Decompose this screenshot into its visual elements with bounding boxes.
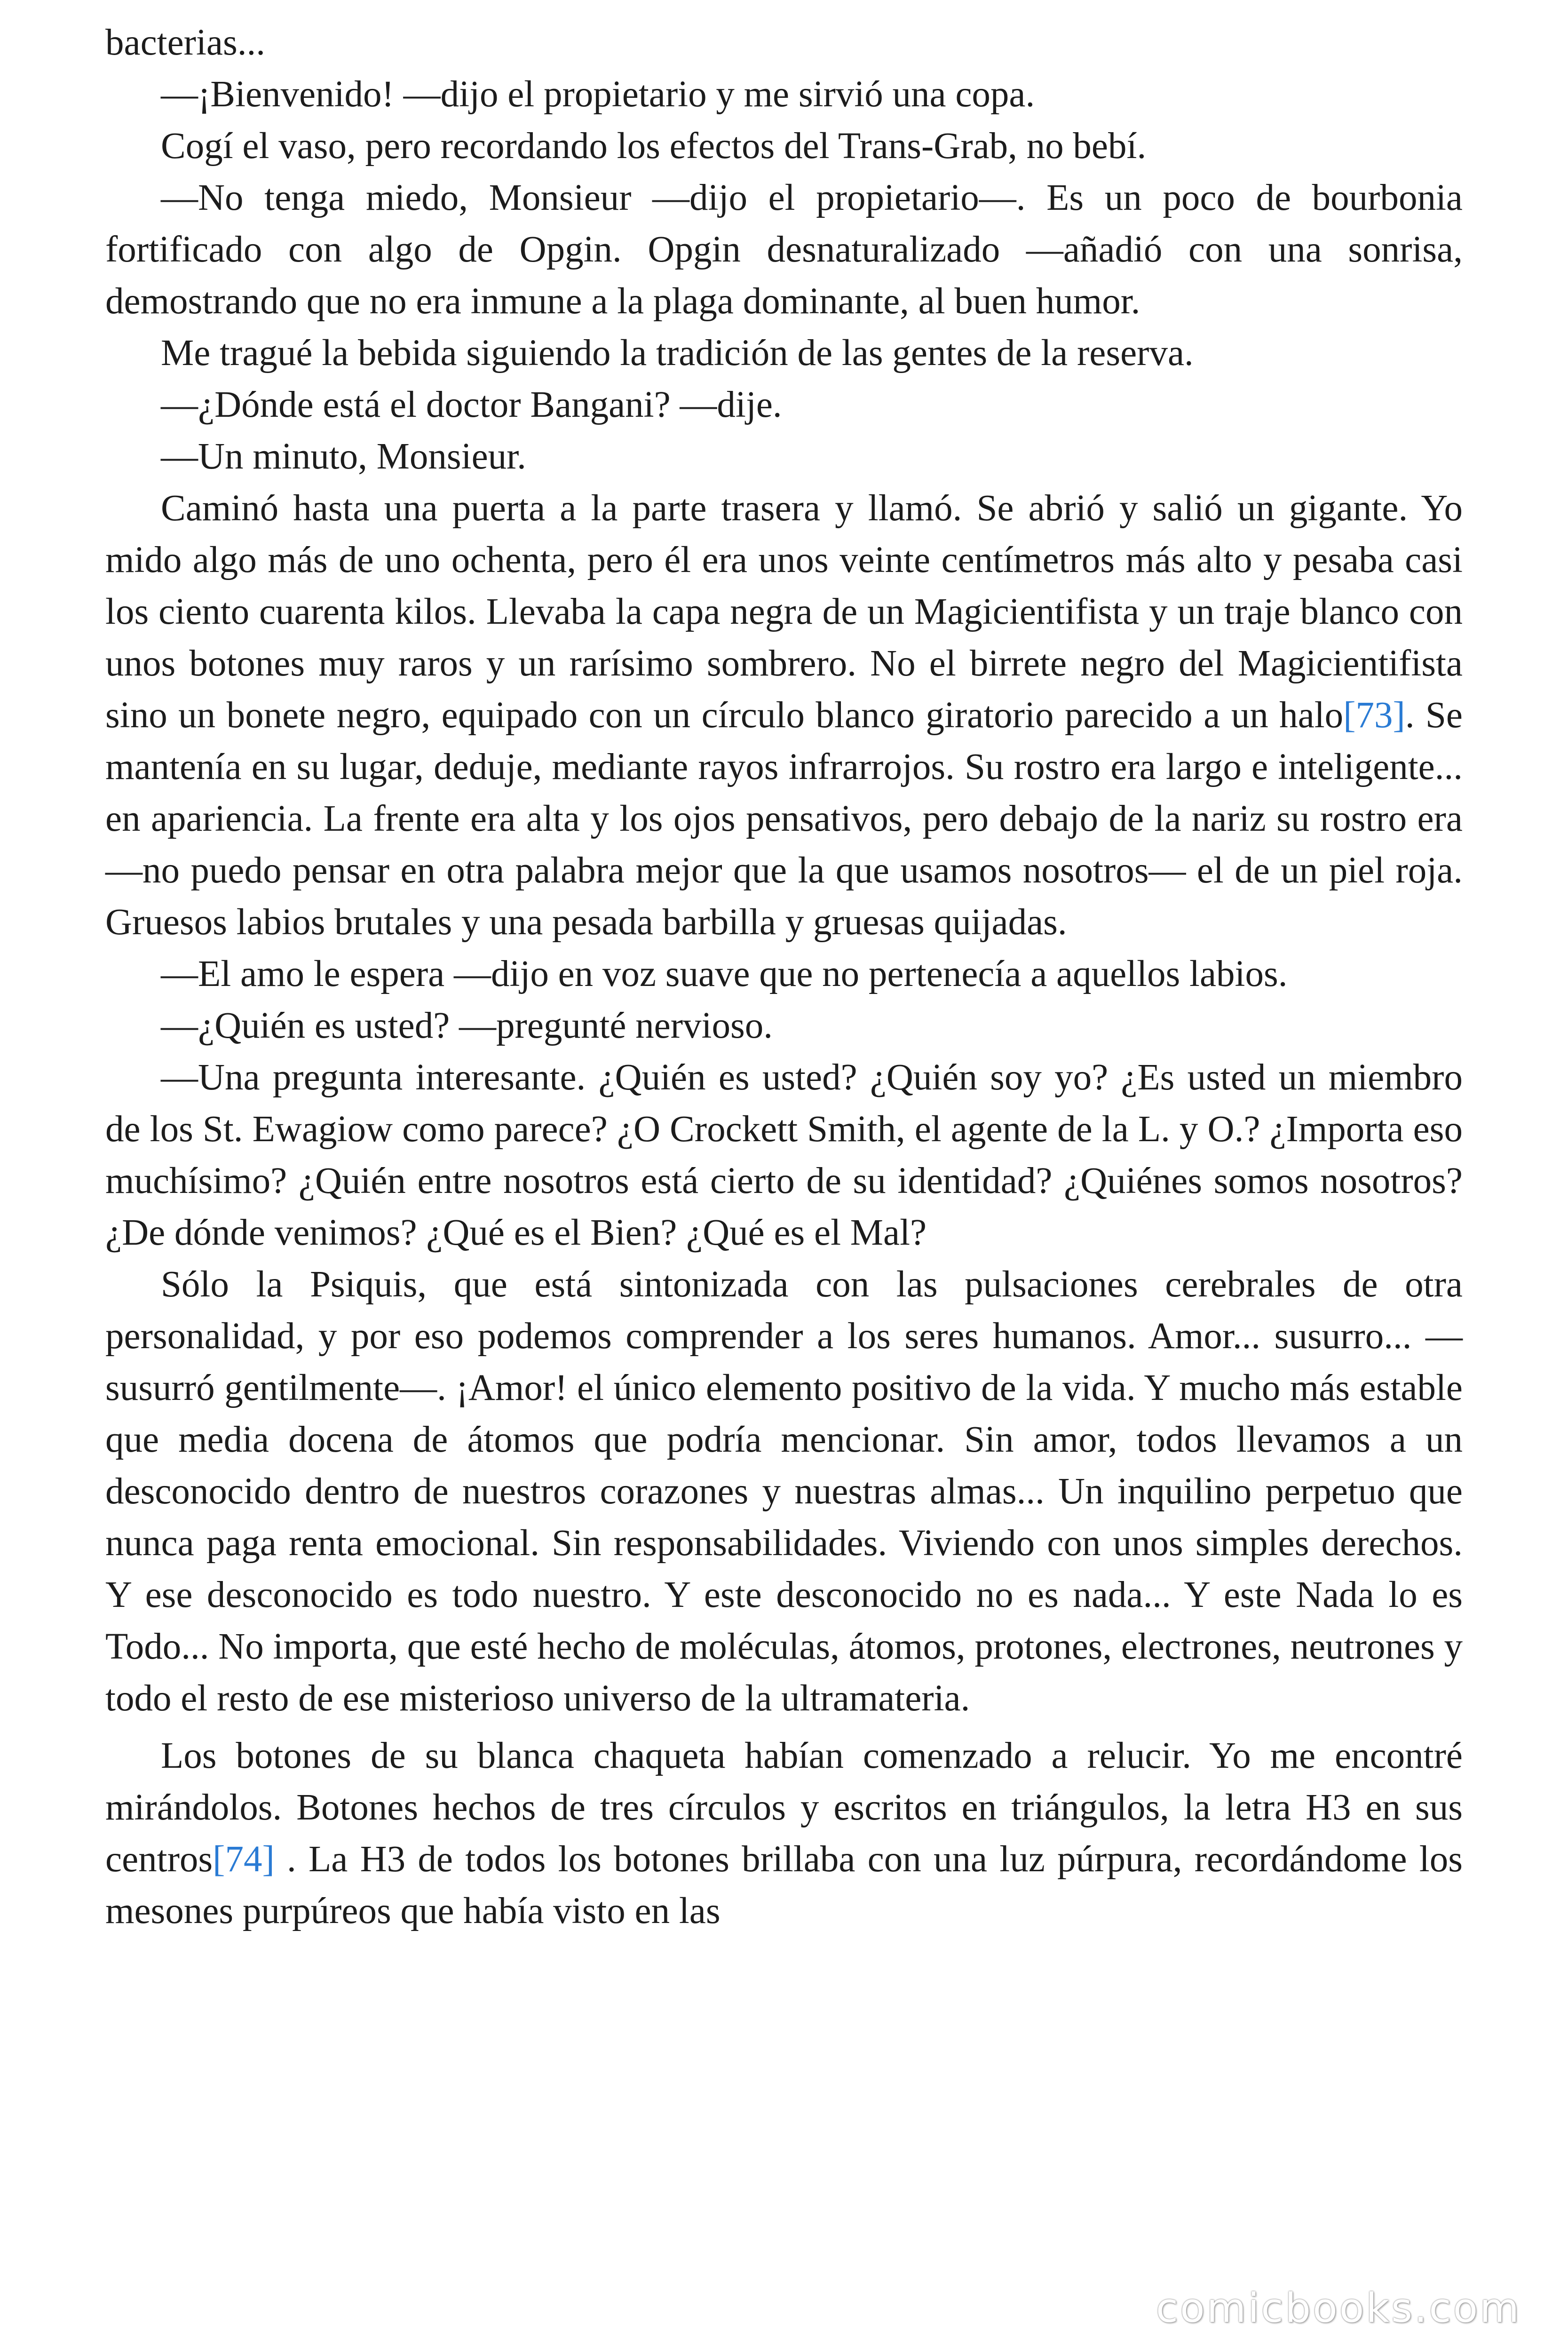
paragraph (105, 327, 1463, 379)
paragraph-text: —Una pregunta interesante. ¿Quién es usted? ¿Quién soy yo? ¿Es usted un miembro de los St. Ewagiow como parece? ¿O Crockett Smith, el agente de la L. y O.? ¿Importa eso muchísimo? ¿Quién entre nosotros está cierto de su identidad? ¿Quiénes somos nosotros? ¿De dónde venimos? ¿Qué es el Bien? ¿Qué es el Mal? (105, 1057, 1463, 1253)
text-flow (105, 17, 1463, 1937)
paragraph (105, 1000, 1463, 1052)
paragraph (105, 379, 1463, 431)
paragraph-text: bacterias... (105, 22, 265, 63)
paragraph-text: Los botones de su blanca chaqueta habían comenzado a relucir. Yo me encontré mirándolos. Botones hechos de tres círculos y escritos en triángulos, la letra H3 en sus centros (105, 1735, 1463, 1880)
footnote-link[interactable]: [74] (213, 1839, 275, 1880)
paragraph (105, 172, 1463, 327)
paragraph-text: —¿Dónde está el doctor Bangani? —dije. (161, 384, 782, 425)
watermark: comicbooks.com (1156, 2285, 1521, 2332)
page-body (105, 17, 1463, 1937)
paragraph-text: —El amo le espera —dijo en voz suave que no pertenecía a aquellos labios. (161, 954, 1288, 994)
paragraph-text: Me tragué la bebida siguiendo la tradición de las gentes de la reserva. (161, 333, 1194, 373)
paragraph (105, 1730, 1463, 1937)
paragraph-text: —Un minuto, Monsieur. (161, 436, 526, 477)
paragraph (105, 431, 1463, 483)
paragraph-text: —¡Bienvenido! —dijo el propietario y me sirvió una copa. (161, 74, 1035, 115)
paragraph-text: Caminó hasta una puerta a la parte trasera y llamó. Se abrió y salió un gigante. Yo mido algo más de uno ochenta, pero él era unos veinte centímetros más alto y pesaba casi los ciento cuarenta kilos. Llevaba la capa negra de un Magicientifista y un traje blanco con unos botones muy raros y un rarísimo sombrero. No el birrete negro del Magicientifista sino un bonete negro, equipado con un círculo blanco giratorio parecido a un halo (105, 488, 1463, 736)
paragraph (105, 483, 1463, 948)
paragraph (105, 948, 1463, 1000)
paragraph-text: Sólo la Psiquis, que está sintonizada con las pulsaciones cerebrales de otra personalidad, y por eso podemos comprender a los seres humanos. Amor... susurro... —susurró gentilmente—. ¡Amor! el único elemento positivo de la vida. Y mucho más estable que media docena de átomos que podría mencionar. Sin amor, todos llevamos a un desconocido dentro de nuestros corazones y nuestras almas... Un inquilino perpetuo que nunca paga renta emocional. Sin responsabilidades. Viviendo con unos simples derechos. Y ese desconocido es todo nuestro. Y este desconocido no es nada... Y este Nada lo es Todo... No importa, que esté hecho de moléculas, átomos, protones, electrones, neutrones y todo el resto de ese misterioso universo de la ultramateria. (105, 1264, 1463, 1719)
paragraph (105, 1259, 1463, 1724)
paragraph (105, 1052, 1463, 1259)
paragraph-text: . La H3 de todos los botones brillaba con una luz púrpura, recordándome los mesones purpúreos que había visto en las (105, 1839, 1463, 1931)
footnote-link[interactable]: [73] (1343, 695, 1405, 736)
paragraph (105, 120, 1463, 172)
paragraph (105, 69, 1463, 120)
paragraph-text: —¿Quién es usted? —pregunté nervioso. (161, 1005, 773, 1046)
paragraph-text: Cogí el vaso, pero recordando los efectos del Trans-Grab, no bebí. (161, 126, 1147, 167)
paragraph (105, 17, 1463, 69)
paragraph-text: . Se mantenía en su lugar, deduje, mediante rayos infrarrojos. Su rostro era largo e inteligente... en apariencia. La frente era alta y los ojos pensativos, pero debajo de la nariz su rostro era —no puedo pensar en otra palabra mejor que la que usamos nosotros— el de un piel roja. Gruesos labios brutales y una pesada barbilla y gruesas quijadas. (105, 695, 1463, 943)
paragraph-text: —No tenga miedo, Monsieur —dijo el propietario—. Es un poco de bourbonia fortificado con algo de Opgin. Opgin desnaturalizado —añadió con una sonrisa, demostrando que no era inmune a la plaga dominante, al buen humor. (105, 177, 1463, 322)
